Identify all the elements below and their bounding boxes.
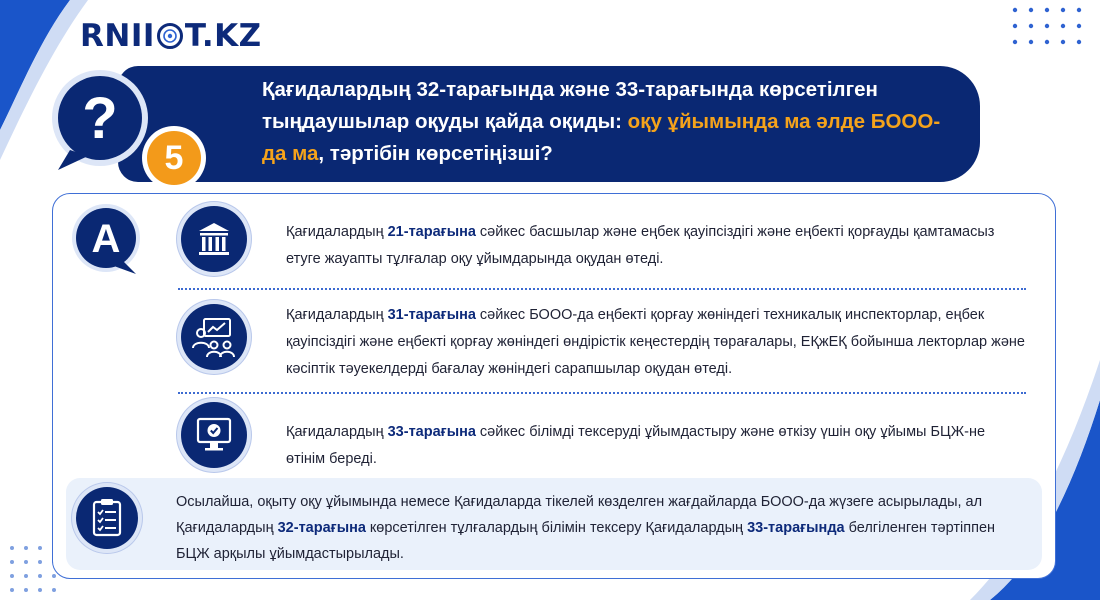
question-text-highlight: оқу ұйымында ма әлде БООО-да ма <box>262 110 941 165</box>
answer-badge-letter: A <box>91 217 121 261</box>
conclusion-part-1: Осылайша, оқыту оқу ұйымында немесе Қағидаларда тікелей көзделген жағдайларда БООО-да жүзеге асырылады, ал Қағидалардың <box>176 494 983 536</box>
row-3-ref: 33-тарағына <box>387 424 476 440</box>
row-1-body: сәйкес басшылар және еңбек қауіпсіздігі және еңбекті қорғауды қамтамасыз етуге жауапты тұлғалар оқу ұйымдарында оқудан өтеді. <box>286 224 995 267</box>
lecture-audience-icon <box>181 304 247 370</box>
logo-text-left: RNII <box>80 18 155 54</box>
computer-monitor-check-icon <box>181 402 247 468</box>
top-right-dot-grid <box>1013 8 1081 44</box>
row-2-body: сәйкес БООО-да еңбекті қорғау жөніндегі техникалық инспекторлар, еңбек қауіпсіздігі және еңбекті қорғау жөніндегі өндірістік кеңестердің төрағалары, ЕҚжЕҚ бойынша лекторлар және кәсіптік тәуекелдерді бағалау жөніндегі сарапшылар оқудан өтеді. <box>286 307 1025 377</box>
logo-text-right: T.KZ <box>184 18 262 54</box>
conclusion-part-2: көрсетілген тұлғалардың білімін тексеру Қағидалардың <box>365 520 748 536</box>
question-text <box>262 74 962 170</box>
logo-emblem-icon <box>157 23 183 49</box>
question-text-end: , тәртібін көрсетіңізші? <box>318 142 553 165</box>
row-3-body: сәйкес білімді тексеруді ұйымдастыру және өткізу үшін оқу ұйымы БЦЖ-не өтінім береді. <box>286 424 986 467</box>
conclusion-part-3: белгіленген тәртіппен БЦЖ арқылы ұйымдастырылады. <box>176 520 996 562</box>
clipboard-checklist-icon <box>76 487 138 549</box>
site-logo <box>80 18 262 54</box>
row-divider-1 <box>178 288 1026 290</box>
row-divider-2 <box>178 392 1026 394</box>
row-3-prefix: Қағидалардың <box>286 424 388 440</box>
answer-row-2-text <box>286 302 1026 383</box>
question-text-start: Қағидалардың 32-тарағында және 33-тарағында көрсетілген тыңдаушылар оқуды қайда оқиды: <box>262 78 878 133</box>
conclusion-ref-1: 32-тарағына <box>277 520 366 536</box>
conclusion-text <box>176 489 1026 567</box>
answer-row-1-text <box>286 219 1026 273</box>
row-2-ref: 31-тарағына <box>387 307 476 323</box>
svg-text:?: ? <box>82 86 118 151</box>
row-1-ref: 21-тарағына <box>387 224 476 240</box>
question-number-badge: 5 <box>147 131 201 185</box>
answer-badge <box>66 202 146 278</box>
institution-building-icon <box>181 206 247 272</box>
conclusion-ref-2: 33-тарағында <box>747 520 845 536</box>
row-2-prefix: Қағидалардың <box>286 307 388 323</box>
row-1-prefix: Қағидалардың <box>286 224 388 240</box>
answer-row-3-text <box>286 419 1026 473</box>
bottom-left-dot-grid <box>10 546 56 592</box>
